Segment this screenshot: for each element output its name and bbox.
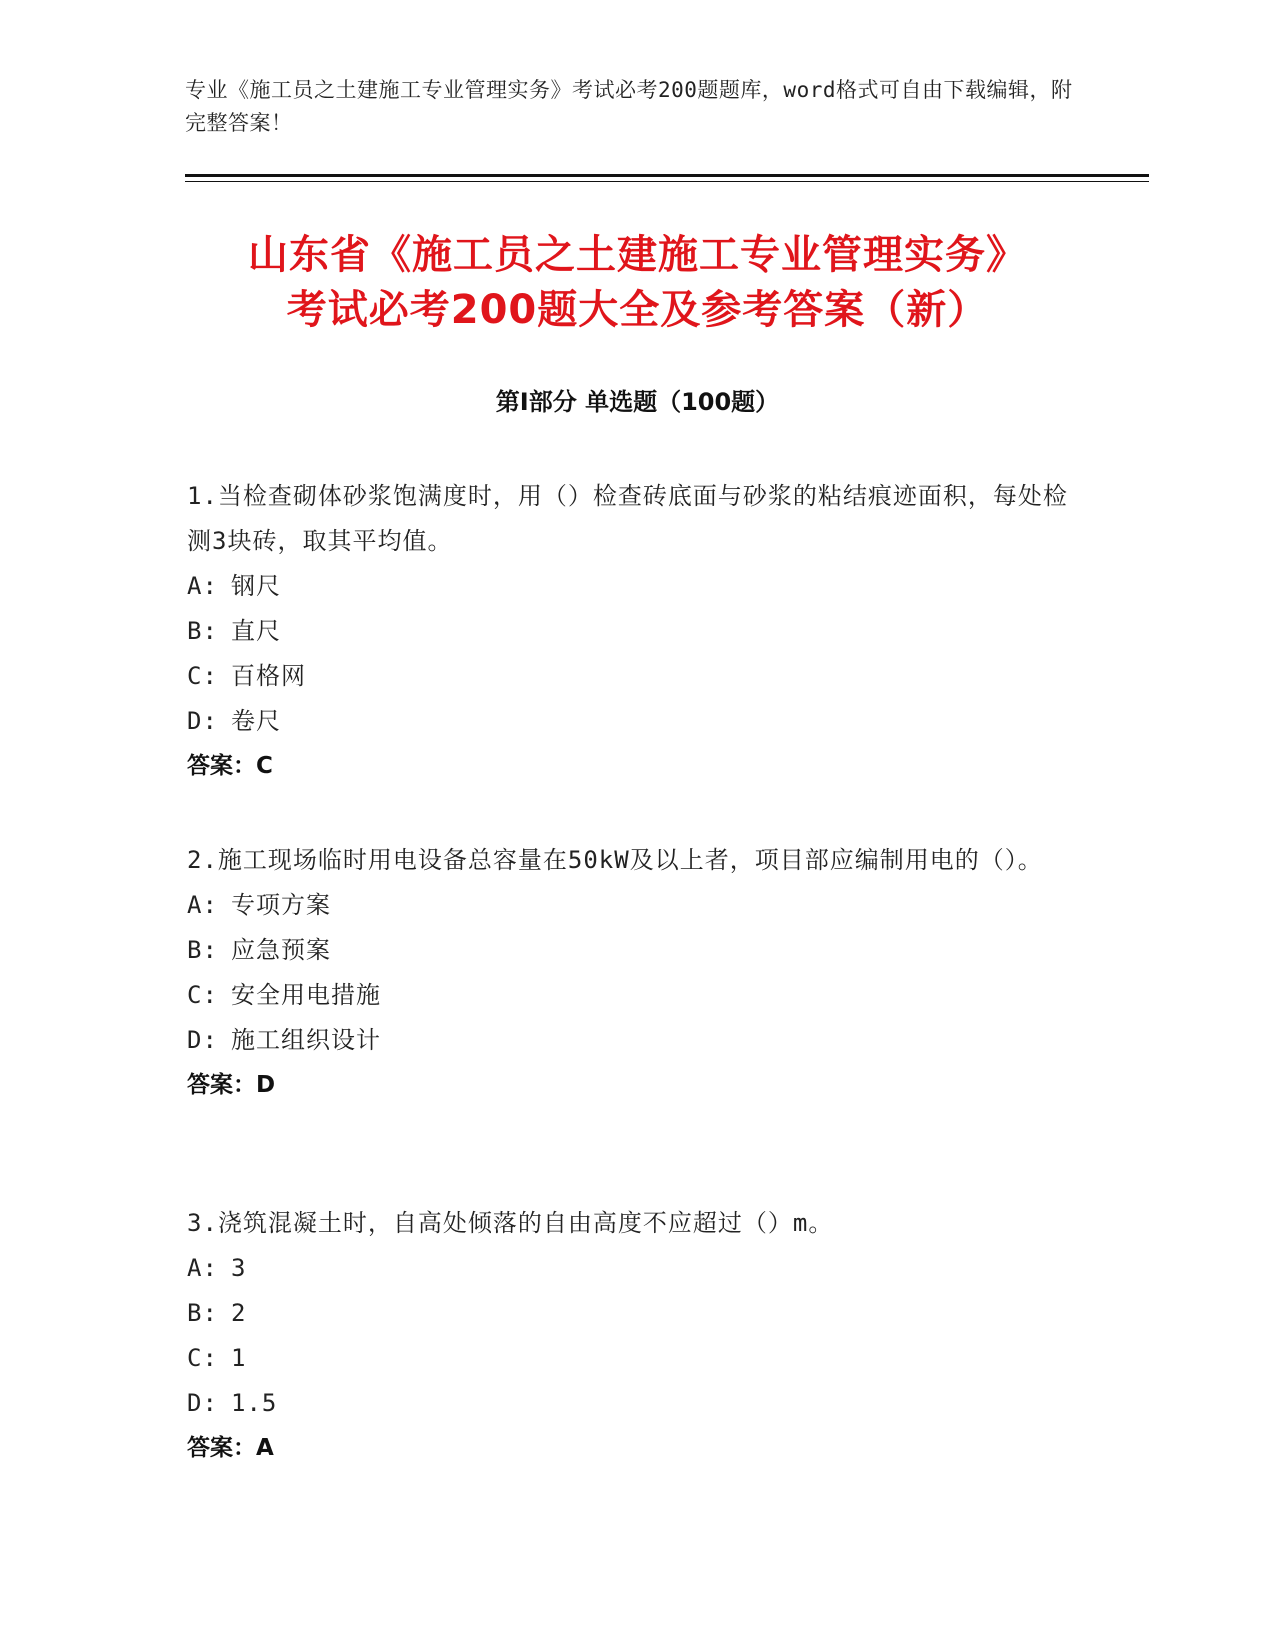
option-a (187, 883, 1077, 928)
option-text: 钢尺 (231, 572, 281, 600)
option-letter: C: (187, 981, 218, 1009)
option-text: 应急预案 (231, 936, 331, 964)
answer-label: 答案：A (187, 1435, 274, 1461)
option-b (187, 1291, 1077, 1336)
option-text: 卷尺 (231, 707, 281, 735)
option-text: 1 (231, 1344, 247, 1372)
option-letter: D: (187, 1389, 218, 1417)
option-d (187, 1018, 1077, 1063)
document-title-line-1: 山东省《施工员之土建施工专业管理实务》 (248, 232, 1027, 278)
question-3 (187, 1201, 1077, 1471)
option-a (187, 564, 1077, 609)
option-text: 专项方案 (231, 891, 331, 919)
document-title (140, 228, 1135, 338)
option-letter: A: (187, 891, 218, 919)
option-letter: A: (187, 1254, 218, 1282)
document-title-line-2: 考试必考200题大全及参考答案（新） (286, 287, 989, 333)
question-stem: 1.当检查砌体砂浆饱满度时，用（）检查砖底面与砂浆的粘结痕迹面积，每处检测3块砖，取其平均值。 (187, 482, 1068, 555)
option-letter: D: (187, 1026, 218, 1054)
question-stem: 2.施工现场临时用电设备总容量在50kW及以上者，项目部应编制用电的（）。 (187, 846, 1043, 874)
option-text: 2 (231, 1299, 247, 1327)
option-text: 安全用电措施 (231, 981, 381, 1009)
question-1 (187, 474, 1077, 789)
option-d (187, 699, 1077, 744)
answer-label: 答案：D (187, 1072, 276, 1098)
option-letter: C: (187, 662, 218, 690)
option-c (187, 973, 1077, 1018)
option-a (187, 1246, 1077, 1291)
question-2 (187, 838, 1077, 1108)
section-title: 第Ⅰ部分 单选题（100题） (495, 388, 780, 416)
header-note: 专业《施工员之土建施工专业管理实务》考试必考200题题库，word格式可自由下载编辑，附完整答案！ (185, 78, 1073, 135)
header-rule-thin (185, 181, 1149, 182)
option-letter: B: (187, 617, 218, 645)
option-c (187, 654, 1077, 699)
option-text: 3 (231, 1254, 247, 1282)
option-letter: A: (187, 572, 218, 600)
option-b (187, 609, 1077, 654)
option-text: 施工组织设计 (231, 1026, 381, 1054)
header-rule-thick (185, 174, 1149, 177)
option-d (187, 1381, 1077, 1426)
option-letter: B: (187, 1299, 218, 1327)
option-text: 直尺 (231, 617, 281, 645)
option-letter: C: (187, 1344, 218, 1372)
option-b (187, 928, 1077, 973)
option-letter: B: (187, 936, 218, 964)
option-text: 1.5 (231, 1389, 278, 1417)
option-text: 百格网 (231, 662, 306, 690)
question-stem: 3.浇筑混凝土时，自高处倾落的自由高度不应超过（）m。 (187, 1209, 834, 1237)
answer-label: 答案：C (187, 753, 273, 779)
option-c (187, 1336, 1077, 1381)
option-letter: D: (187, 707, 218, 735)
